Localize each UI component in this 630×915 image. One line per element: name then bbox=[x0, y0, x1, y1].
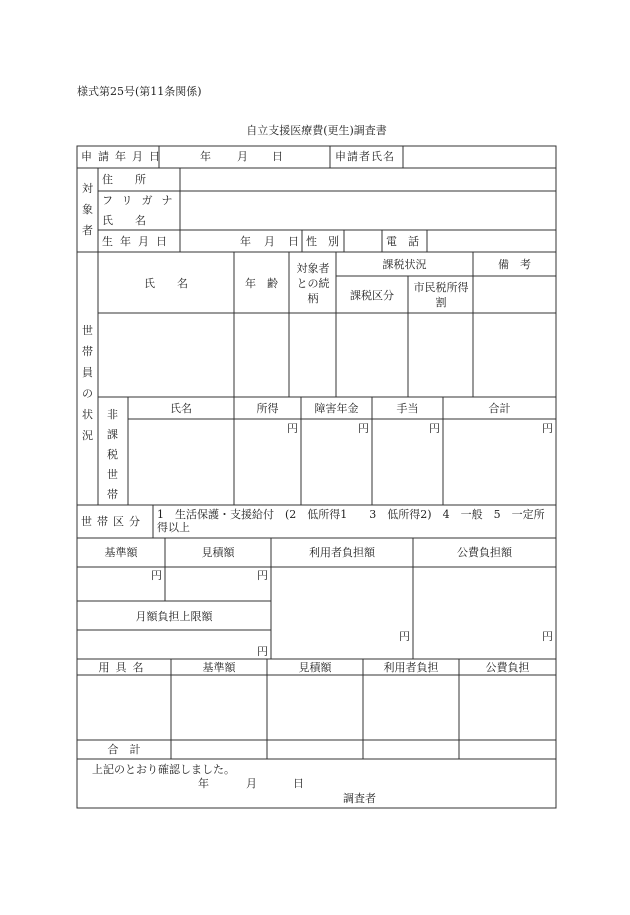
tax-status-header: 課税状況 bbox=[382, 258, 427, 271]
nontax-pension-header: 障害年金 bbox=[314, 402, 359, 415]
investigator-label: 調査者 bbox=[343, 792, 376, 805]
birthdate-label: 生年月日 bbox=[102, 235, 174, 248]
confirmation-month: 月 bbox=[246, 777, 257, 790]
address-label: 住 所 bbox=[102, 173, 146, 186]
cost-user-burden-header: 利用者負担額 bbox=[309, 546, 375, 559]
equipment-estimate-header: 見積額 bbox=[298, 661, 332, 674]
cost-standard-header: 基準額 bbox=[104, 546, 138, 559]
nontax-pension-yen: 円 bbox=[358, 422, 369, 435]
subject-name-label: 氏 名 bbox=[102, 214, 146, 227]
equipment-total-label: 合 計 bbox=[107, 743, 141, 756]
confirmation-day: 日 bbox=[293, 777, 304, 790]
address-field[interactable] bbox=[181, 169, 555, 190]
household-label: 世帯員の状況 bbox=[82, 324, 93, 442]
confirmation-text: 上記のとおり確認しました。 bbox=[92, 763, 235, 776]
nontax-income-header: 所得 bbox=[256, 402, 279, 415]
nontax-allowance-header: 手当 bbox=[396, 402, 419, 415]
furigana-label: フリガナ bbox=[102, 194, 182, 207]
cost-standard-yen: 円 bbox=[151, 569, 162, 582]
monthly-cap-label: 月額負担上限額 bbox=[135, 610, 213, 623]
member-name-header: 氏 名 bbox=[144, 277, 188, 290]
form-number: 様式第25号(第11条関係) bbox=[77, 85, 202, 98]
equipment-user-burden-header: 利用者負担 bbox=[383, 661, 439, 674]
birthdate-year: 年 bbox=[240, 235, 251, 248]
nontax-name-header: 氏名 bbox=[170, 402, 192, 415]
application-date-month: 月 bbox=[237, 150, 248, 163]
public-burden-yen: 円 bbox=[542, 630, 553, 643]
cost-estimate-header: 見積額 bbox=[201, 546, 235, 559]
equipment-standard-header: 基準額 bbox=[202, 661, 236, 674]
nontax-total-yen: 円 bbox=[542, 422, 553, 435]
confirmation-year: 年 bbox=[198, 777, 209, 790]
birthdate-day: 日 bbox=[288, 235, 299, 248]
application-date-label: 申請年月日 bbox=[81, 150, 166, 163]
nontax-income-yen: 円 bbox=[287, 422, 298, 435]
form-title: 自立支援医療費(更生)調査書 bbox=[246, 124, 387, 137]
subject-name-field[interactable] bbox=[181, 192, 555, 229]
equipment-name-header: 用具名 bbox=[98, 661, 150, 674]
municipal-tax-header: 市民税所得割 bbox=[413, 281, 469, 309]
member-age-header: 年 齢 bbox=[245, 277, 278, 290]
category-label: 世帯区分 bbox=[81, 515, 145, 528]
applicant-name-label: 申請者氏名 bbox=[335, 150, 395, 163]
cost-estimate-yen: 円 bbox=[257, 569, 268, 582]
nontax-total-header: 合計 bbox=[488, 402, 511, 415]
tax-class-header: 課税区分 bbox=[350, 289, 394, 302]
user-burden-yen: 円 bbox=[399, 630, 410, 643]
cost-public-burden-header: 公費負担額 bbox=[457, 546, 512, 559]
nontax-allowance-yen: 円 bbox=[429, 422, 440, 435]
nontax-household-label: 非課税世帯 bbox=[107, 408, 118, 501]
application-date-day: 日 bbox=[272, 150, 283, 163]
monthly-cap-yen: 円 bbox=[257, 645, 268, 658]
member-relation-header: 対象者との続柄 bbox=[296, 262, 330, 305]
remarks-header: 備 考 bbox=[498, 258, 531, 271]
birthdate-month: 月 bbox=[264, 235, 275, 248]
application-date-year: 年 bbox=[200, 150, 211, 163]
category-options: 1 生活保護・支援給付 (2 低所得1 3 低所得2) 4 一般 5 一定所得以上 bbox=[157, 508, 545, 534]
subject-label: 対象者 bbox=[82, 182, 93, 237]
sex-label: 性 別 bbox=[306, 235, 339, 248]
phone-label: 電 話 bbox=[386, 235, 419, 248]
equipment-public-burden-header: 公費負担 bbox=[485, 661, 530, 674]
applicant-name-field[interactable] bbox=[404, 147, 555, 167]
